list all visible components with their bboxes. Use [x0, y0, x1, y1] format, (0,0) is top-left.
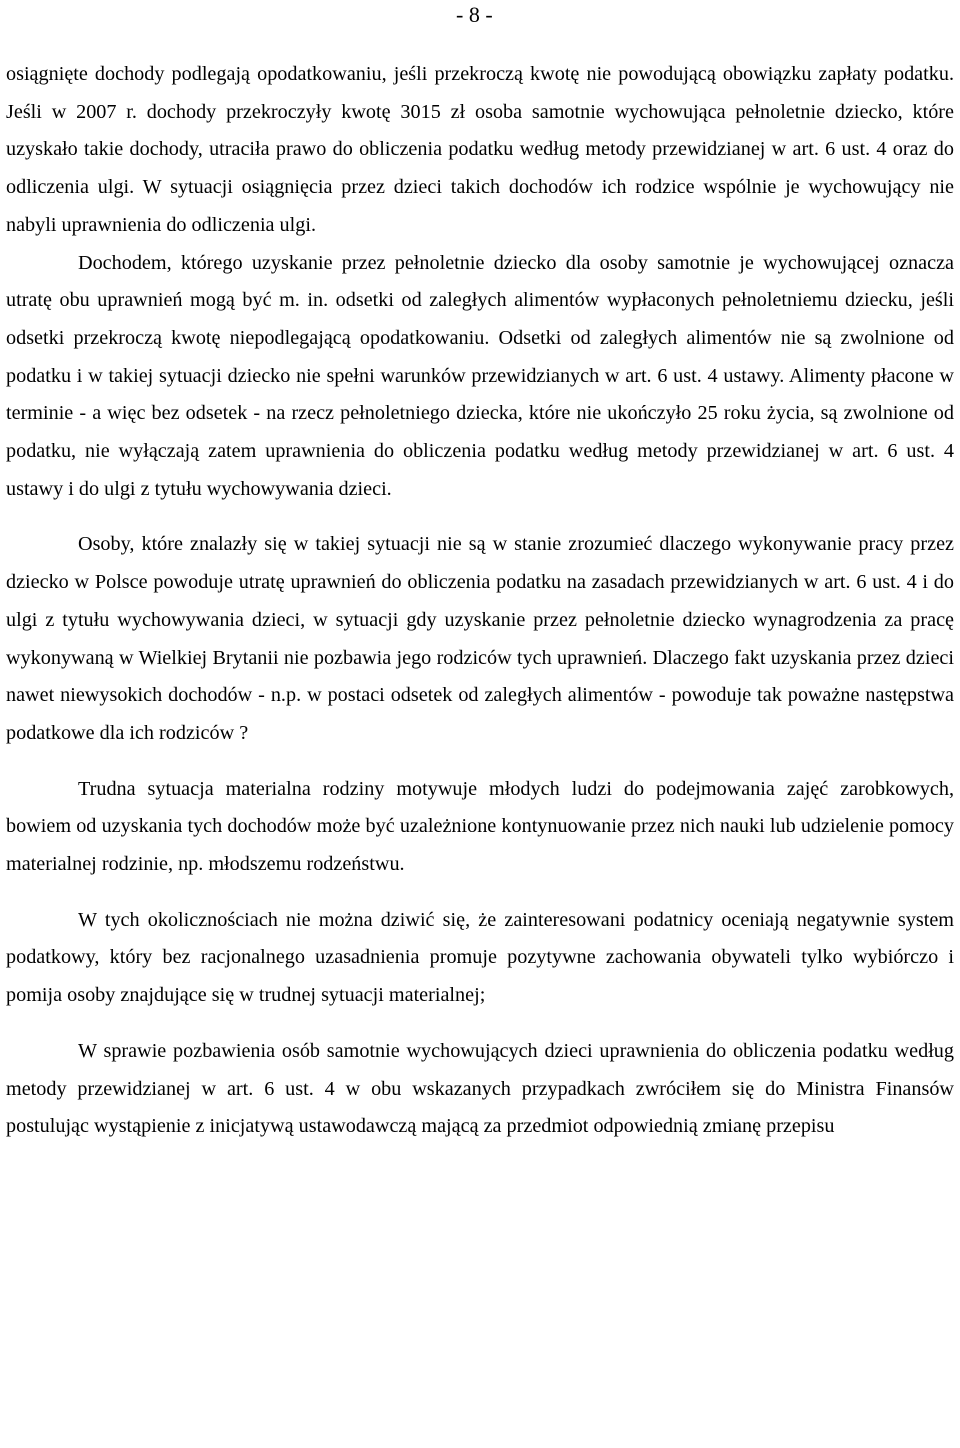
paragraph-minister-request: W sprawie pozbawienia osób samotnie wychowujących dzieci uprawnienia do obliczenia podatku według metody przewidzianej w art. 6 ust. 4 w obu wskazanych przypadkach zwróciłem się do Ministra Finansów postulując wystąpienie z inicjatywą ustawodawczą mającą za przedmiot odpowiednią zmianę przepisu: [6, 1039, 954, 1138]
paragraph-continuation: osiągnięte dochody podlegają opodatkowaniu, jeśli przekroczą kwotę nie powodującą obowiązku zapłaty podatku. Jeśli w 2007 r. dochody przekroczyły kwotę 3015 zł osoba samotnie wychowująca pełnoletnie dziecko, które uzyskało takie dochody, utraciła prawo do obliczenia podatku według metody przewidzianej w art. 6 ust. 4 oraz do odliczenia ulgi. W sytuacji osiągnięcia przez dzieci takich dochodów ich rodzice wspólnie je wychowujący nie nabyli uprawnienia do odliczenia ulgi.: [6, 63, 954, 236]
paragraph-affected-persons: Osoby, które znalazły się w takiej sytuacji nie są w stanie zrozumieć dlaczego wykonywanie pracy przez dziecko w Polsce powoduje utratę uprawnień do obliczenia podatku na zasadach przewidzianych w art. 6 ust. 4 i do ulgi z tytułu wychowywania dzieci, w sytuacji gdy uzyskanie przez pełnoletnie dziecko wynagrodzenia za pracę wykonywaną w Wielkiej Brytanii nie pozbawia jego rodziców tych uprawnień. Dlaczego fakt uzyskania przez dzieci nawet niewysokich dochodów - n.p. w postaci odsetek od zaległych alimentów - powoduje tak poważne następstwa podatkowe dla ich rodziców ?: [6, 533, 954, 744]
paragraph-income-definition: Dochodem, którego uzyskanie przez pełnoletnie dziecko dla osoby samotnie je wychowującej oznacza utratę obu uprawnień mogą być m. in. odsetki od zaległych alimentów wypłaconych pełnoletniemu dziecku, jeśli odsetki przekroczą kwotę niepodlegającą opodatkowaniu. Odsetki od zaległych alimentów nie są zwolnione od podatku i w takiej sytuacji dziecko nie spełni warunków przewidzianych w art. 6 ust. 4 ustawy. Alimenty płacone w terminie - a więc bez odsetek - na rzecz pełnoletniego dziecka, które nie ukończyło 25 roku życia, są zwolnione od podatku, nie wyłączają zatem uprawnienia do obliczenia podatku według metody przewidzianej w art. 6 ust. 4 ustawy i do ulgi z tytułu wychowywania dzieci.: [6, 251, 954, 500]
paragraph-financial-situation: Trudna sytuacja materialna rodziny motywuje młodych ludzi do podejmowania zajęć zarobkowych, bowiem od uzyskania tych dochodów może być uzależnione kontynuowanie przez nich nauki lub udzielenie pomocy materialnej rodzinie, np. młodszemu rodzeństwu.: [6, 777, 954, 876]
document-body: [6, 56, 954, 1146]
paragraph-negative-assessment: W tych okolicznościach nie można dziwić się, że zainteresowani podatnicy oceniają negatywnie system podatkowy, który bez racjonalnego uzasadnienia promuje pozytywne zachowania obywateli tylko wybiórczo i pomija osoby znajdujące się w trudnej sytuacji materialnej;: [6, 908, 954, 1007]
page-number: - 8 -: [456, 2, 493, 27]
